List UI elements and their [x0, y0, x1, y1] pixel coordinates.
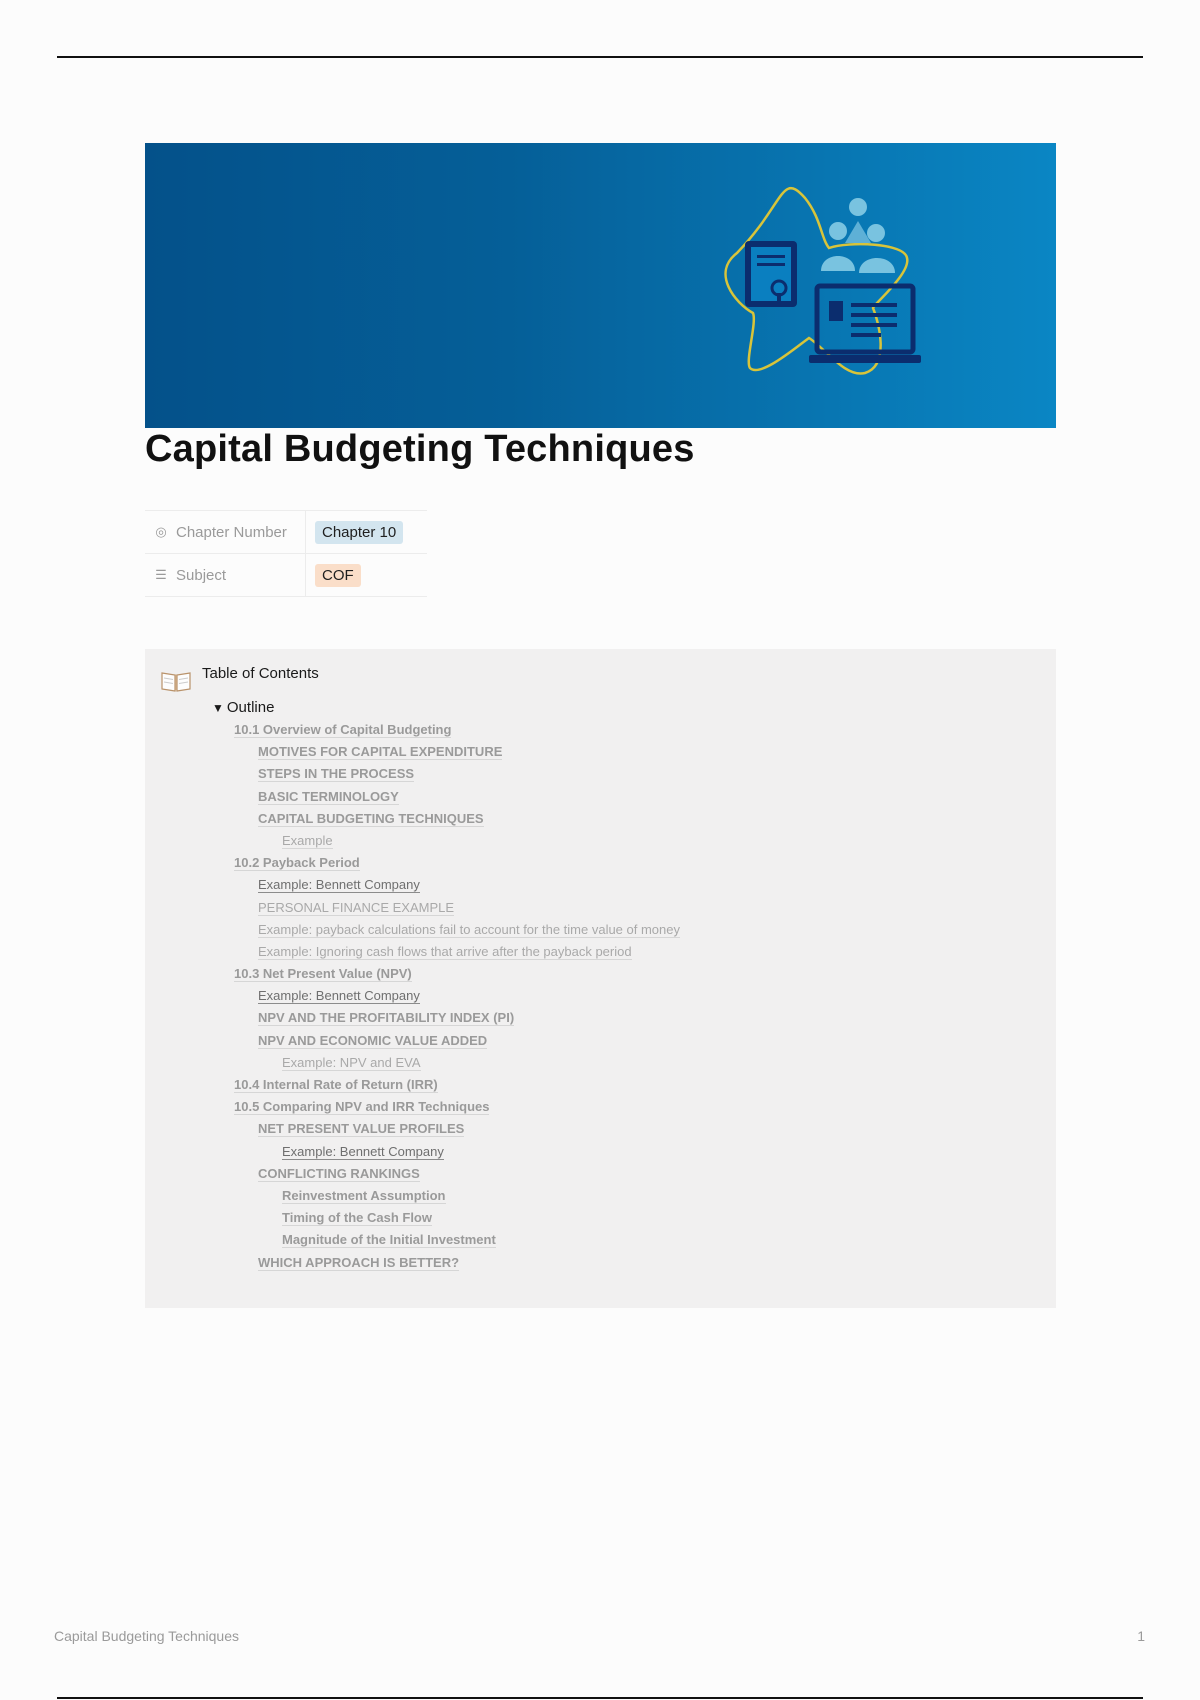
toc-item	[145, 766, 680, 788]
book-icon	[160, 669, 192, 693]
toc-heading: Table of Contents	[202, 665, 319, 682]
subject-tag[interactable]: COF	[315, 564, 361, 587]
toc-item	[145, 1010, 680, 1032]
toc-item	[145, 722, 680, 744]
toc-item	[145, 1055, 680, 1077]
toc-item	[145, 811, 680, 833]
toc-item	[145, 944, 680, 966]
toc-link[interactable]: Example: payback calculations fail to account for the time value of money	[258, 921, 680, 937]
outline-toggle[interactable]	[212, 699, 274, 716]
toc-link[interactable]: 10.3 Net Present Value (NPV)	[234, 966, 412, 982]
toc-link[interactable]: 10.5 Comparing NPV and IRR Techniques	[234, 1099, 490, 1115]
toc-link[interactable]: NPV AND ECONOMIC VALUE ADDED	[258, 1032, 488, 1048]
toc-link[interactable]: Example	[282, 832, 333, 848]
toc-link[interactable]: WHICH APPROACH IS BETTER?	[258, 1254, 460, 1270]
toc-item	[145, 1188, 680, 1210]
toc-link[interactable]: NPV AND THE PROFITABILITY INDEX (PI)	[258, 1010, 515, 1026]
cover-image	[145, 143, 1056, 428]
toc-item	[145, 1077, 680, 1099]
toc-link[interactable]: NET PRESENT VALUE PROFILES	[258, 1121, 465, 1137]
property-subject	[145, 553, 427, 597]
toc-link[interactable]: STEPS IN THE PROCESS	[258, 766, 415, 782]
toc-link[interactable]: BASIC TERMINOLOGY	[258, 788, 399, 804]
toc-item	[145, 1255, 680, 1277]
toc-link[interactable]: Reinvestment Assumption	[282, 1187, 446, 1203]
toc-link[interactable]: Magnitude of the Initial Investment	[282, 1232, 496, 1248]
toc-item	[145, 833, 680, 855]
toc-link[interactable]: CAPITAL BUDGETING TECHNIQUES	[258, 810, 484, 826]
toc-item	[145, 1099, 680, 1121]
toc-item	[145, 1033, 680, 1055]
header-rule	[57, 56, 1143, 58]
outline-label: Outline	[226, 699, 275, 716]
status-icon: ◎	[155, 524, 167, 539]
toc-item	[145, 1144, 680, 1166]
page-title: Capital Budgeting Techniques	[145, 428, 695, 470]
toc-item	[145, 855, 680, 877]
toc-item	[145, 966, 680, 988]
toc-link[interactable]: Example: Ignoring cash flows that arrive after the payback period	[258, 943, 632, 959]
toc-link[interactable]: 10.4 Internal Rate of Return (IRR)	[234, 1077, 438, 1092]
table-of-contents-callout	[145, 649, 1056, 1308]
toc-item	[145, 744, 680, 766]
footer-title: Capital Budgeting Techniques	[54, 1628, 239, 1644]
toc-link[interactable]: Example: NPV and EVA	[282, 1054, 421, 1070]
properties-table	[145, 510, 427, 597]
property-chapter-number	[145, 510, 427, 553]
page-number: 1	[1137, 1628, 1145, 1644]
toc-link[interactable]: Timing of the Cash Flow	[282, 1210, 432, 1226]
toc-item	[145, 988, 680, 1010]
toc-link[interactable]: 10.2 Payback Period	[234, 855, 360, 871]
chapter-tag[interactable]: Chapter 10	[315, 521, 403, 544]
toc-item	[145, 1210, 680, 1232]
toc-item	[145, 900, 680, 922]
cover-illustration	[145, 143, 1056, 428]
toc-link[interactable]: MOTIVES FOR CAPITAL EXPENDITURE	[258, 744, 503, 760]
toc-link[interactable]: PERSONAL FINANCE EXAMPLE	[258, 899, 455, 915]
property-label: Subject	[176, 566, 227, 584]
toc-link[interactable]: Example: Bennett Company	[258, 988, 420, 1004]
toc-link[interactable]: 10.1 Overview of Capital Budgeting	[234, 722, 452, 737]
toc-item	[145, 1121, 680, 1143]
toc-link[interactable]: Example: Bennett Company	[258, 877, 420, 893]
people-icon	[821, 198, 895, 273]
toc-item	[145, 922, 680, 944]
toc-item	[145, 1166, 680, 1188]
laptop-icon	[809, 286, 921, 363]
toc-list	[145, 722, 680, 1277]
triangle-down-icon: ▼	[212, 701, 224, 715]
list-icon: ☰	[155, 567, 167, 582]
toc-item	[145, 877, 680, 899]
toc-link[interactable]: Example: Bennett Company	[282, 1143, 444, 1159]
toc-link[interactable]: CONFLICTING RANKINGS	[258, 1165, 420, 1181]
toc-item	[145, 1232, 680, 1254]
toc-item	[145, 789, 680, 811]
certificate-icon	[745, 241, 797, 307]
footer-rule	[57, 1697, 1143, 1699]
property-label: Chapter Number	[176, 523, 287, 541]
